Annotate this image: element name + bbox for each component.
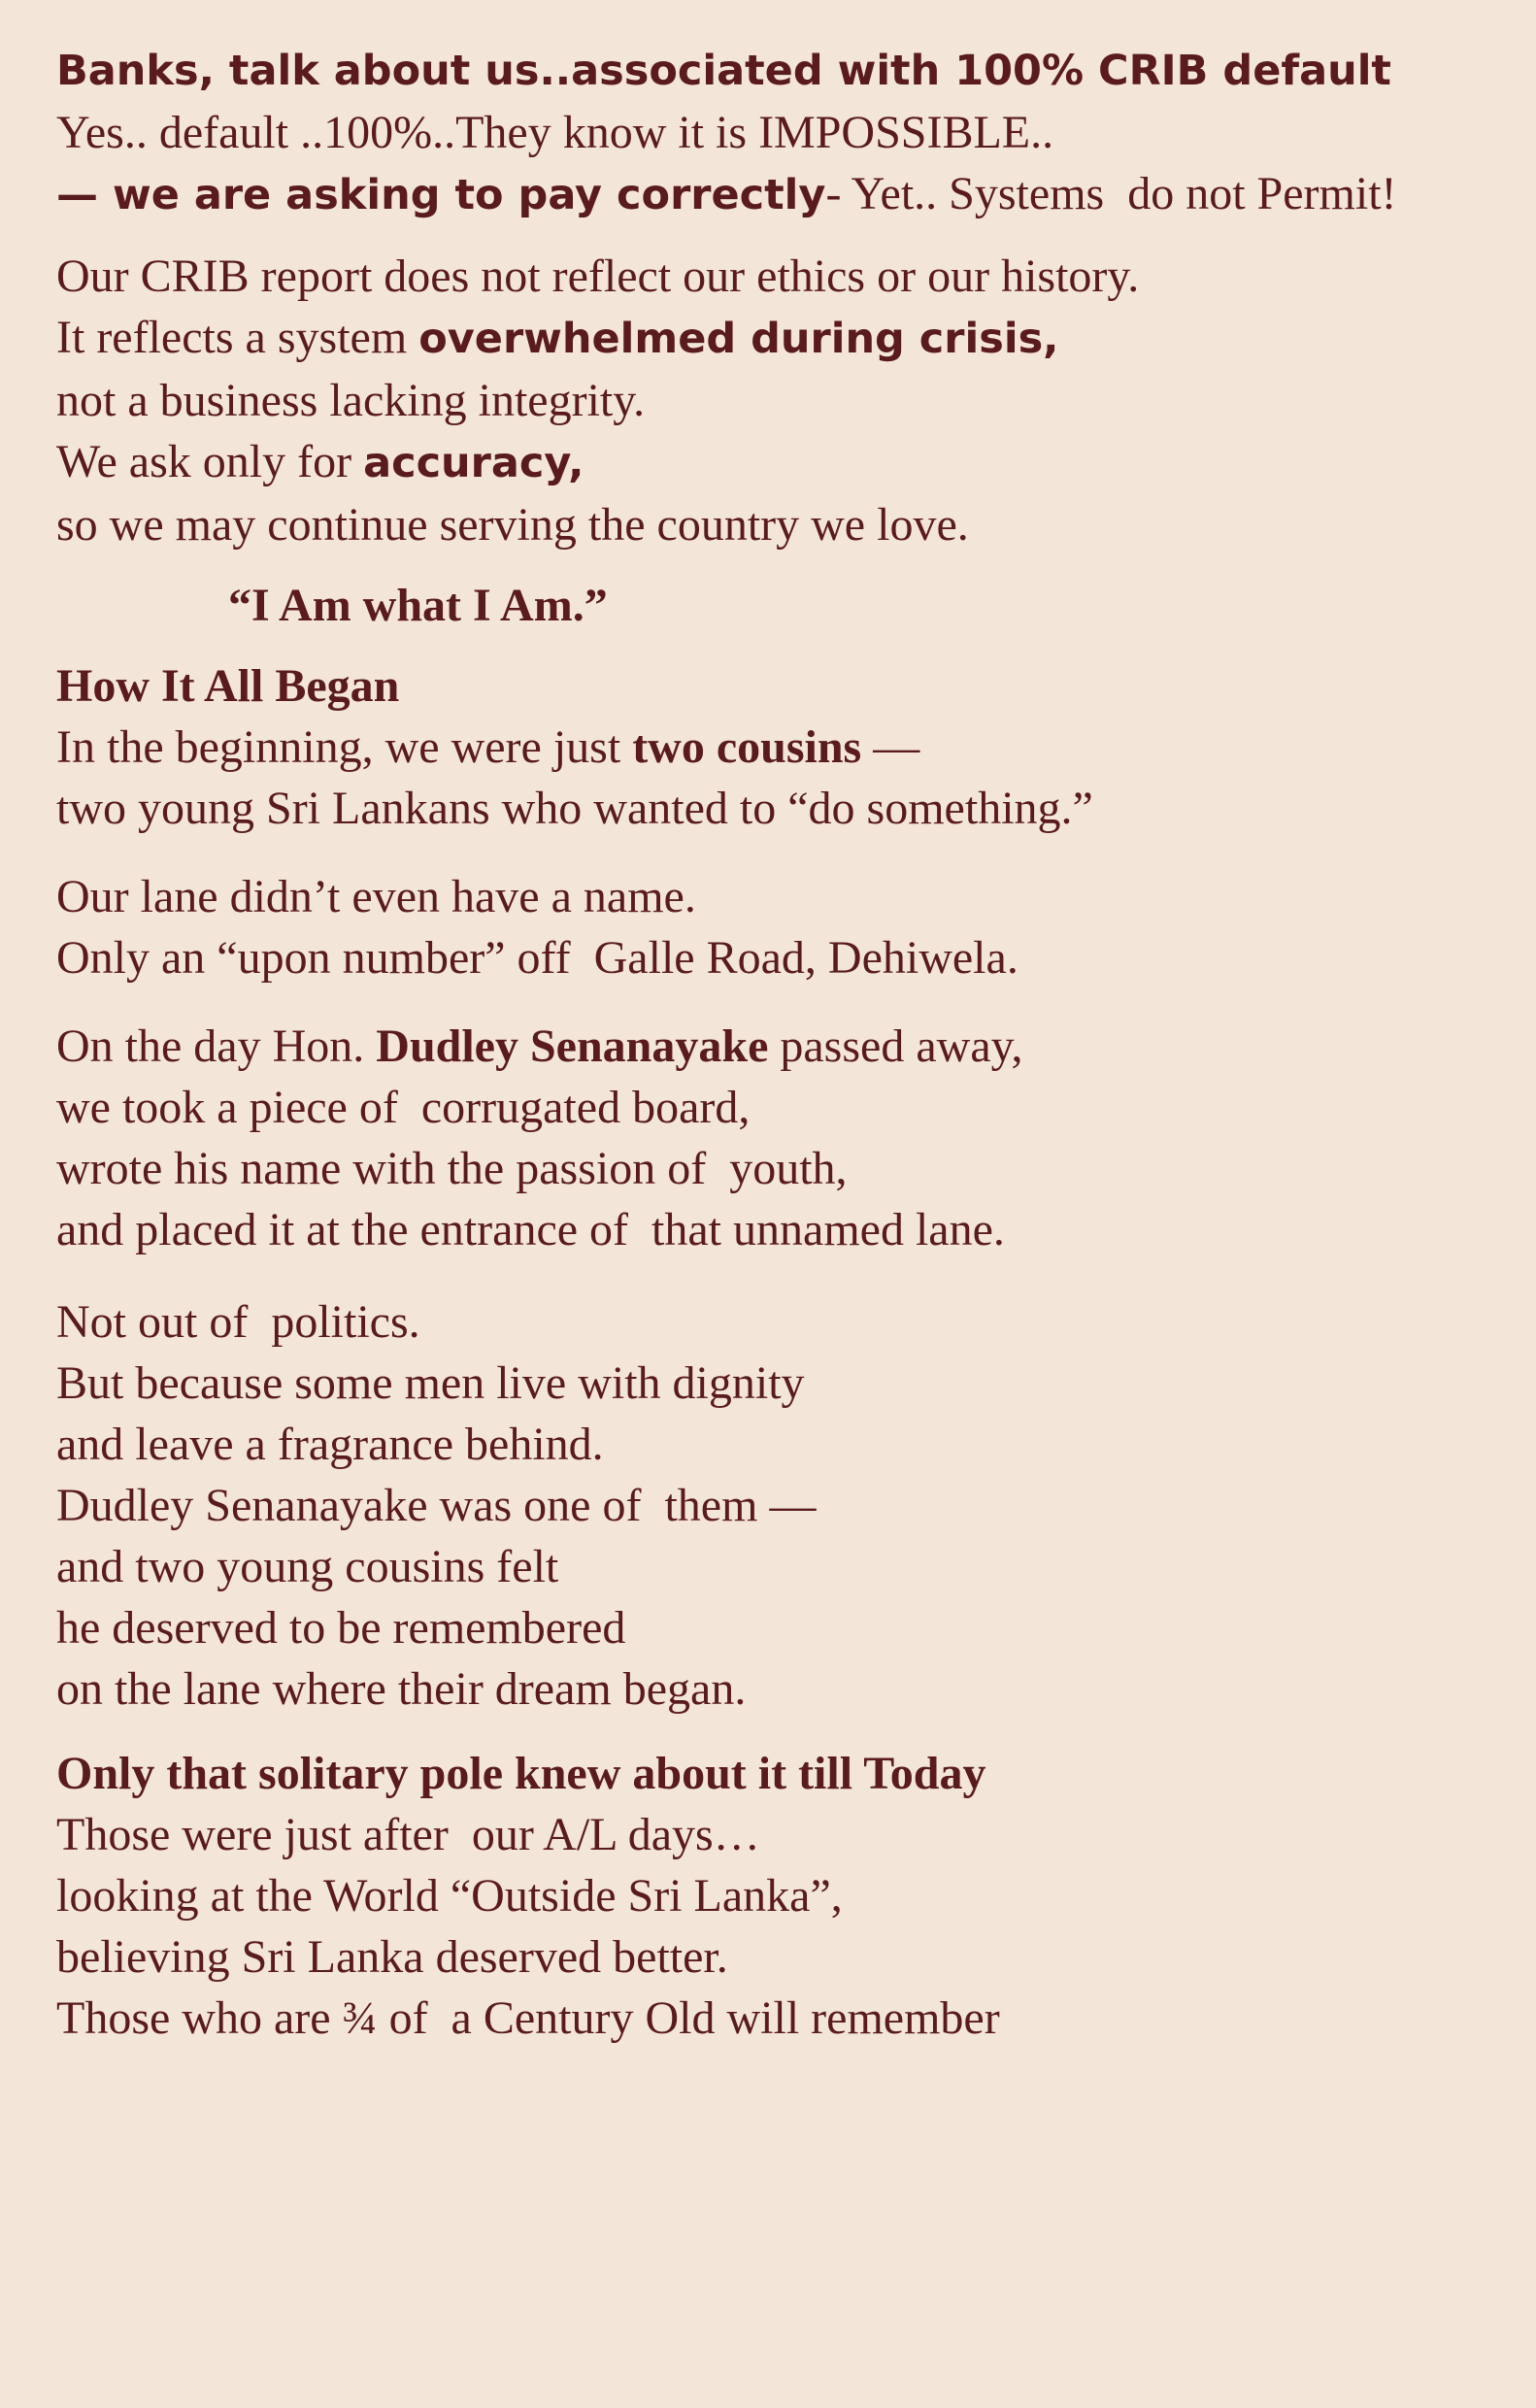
spacer [56, 1260, 1513, 1291]
crib-line-5: so we may continue serving the country we love. [56, 499, 969, 551]
dudley-line-2: we took a piece of corrugated board, [56, 1082, 751, 1133]
politics-line-2: But because some men live with dignity [56, 1357, 805, 1409]
pole-heading: Only that solitary pole knew about it till Today [56, 1748, 986, 1799]
intro-line-2-rest: - Yet.. Systems do not Permit! [825, 168, 1397, 219]
began-line-1-bold: two cousins [632, 721, 862, 773]
spacer [56, 988, 1513, 1016]
lane-line-1: Our lane didn’t even have a name. [56, 871, 696, 922]
crib-line-3: not a business lacking integrity. [56, 375, 646, 426]
spacer [56, 839, 1513, 866]
spacer [56, 1720, 1513, 1743]
politics-line-1: Not out of politics. [56, 1296, 420, 1348]
intro-line-2 [56, 163, 1513, 226]
politics-line-4: Dudley Senanayake was one of them — [56, 1480, 817, 1531]
politics-line-3: and leave a fragrance behind. [56, 1419, 604, 1470]
dudley-line-1-post: passed away, [768, 1020, 1023, 1072]
crib-line-4 [56, 431, 1513, 494]
crib-line-4-pre: We ask only for [56, 436, 364, 487]
crib-line-4-bold: accuracy, [363, 439, 584, 487]
began-line-1-pre: In the beginning, we were just [56, 721, 633, 773]
pole-line-2: looking at the World “Outside Sri Lanka”, [56, 1870, 843, 1922]
politics-line-7: on the lane where their dream began. [56, 1663, 747, 1715]
crib-line-2-bold: overwhelmed during crisis, [418, 315, 1059, 363]
began-heading: How It All Began [56, 660, 400, 712]
spacer [56, 555, 1513, 575]
lane-line-2: Only an “upon number” off Galle Road, Dehiwela. [56, 932, 1018, 984]
began-line-1 [56, 717, 1513, 778]
intro-line-1: Yes.. default ..100%..They know it is IMPOSSIBLE.. [56, 107, 1054, 158]
dudley-line-4: and placed it at the entrance of that unnamed lane. [56, 1204, 1005, 1255]
began-line-2: two young Sri Lankans who wanted to “do something.” [56, 783, 1093, 834]
crib-line-2-pre: It reflects a system [56, 312, 419, 363]
document-page [56, 41, 1513, 2049]
politics-line-5: and two young cousins felt [56, 1541, 559, 1592]
intro-heading: Banks, talk about us..associated with 100% CRIB default [56, 47, 1391, 95]
pole-line-3: believing Sri Lanka deserved better. [56, 1931, 728, 1983]
dudley-line-3: wrote his name with the passion of youth, [56, 1143, 848, 1194]
crib-line-2 [56, 307, 1513, 370]
dudley-line-1-bold: Dudley Senanayake [376, 1020, 769, 1072]
dudley-line-1-pre: On the day Hon. [56, 1020, 377, 1072]
dudley-line-1 [56, 1016, 1513, 1077]
intro-line-2-bold: — we are asking to pay correctly [56, 171, 826, 219]
pole-line-1: Those were just after our A/L days… [56, 1809, 760, 1860]
quote-line: “I Am what I Am.” [228, 580, 608, 631]
spacer [56, 226, 1513, 246]
politics-line-6: he deserved to be remembered [56, 1602, 626, 1654]
crib-line-1: Our CRIB report does not reflect our ethics or our history. [56, 251, 1140, 302]
pole-line-4: Those who are ¾ of a Century Old will remember [56, 1992, 1000, 2044]
began-line-1-post: — [861, 721, 920, 773]
spacer [56, 636, 1513, 655]
